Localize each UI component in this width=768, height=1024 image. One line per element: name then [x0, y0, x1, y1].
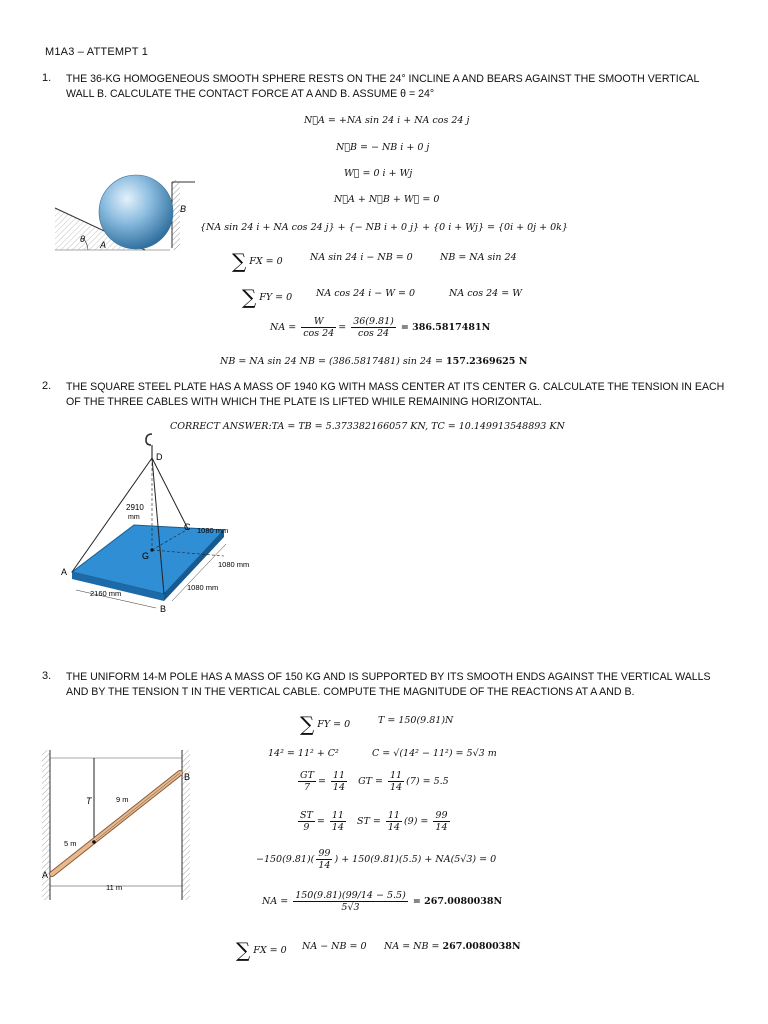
- q1-label-a: A: [100, 240, 107, 250]
- q3-eq-gt: $\frac{GT}{7}$ = $\frac{11}{14}$ GT = $\frac{11}{14}$ (7) = 5.5: [300, 770, 449, 793]
- q3-label-b: B: [184, 772, 191, 782]
- q1-eq-nb-solution: NB = NA sin 24 NB = (386.5817481) sin 24 = 157.2369625 N: [220, 356, 528, 367]
- q1-eq-na-vector: N⃗A = +NA sin 24 i + NA cos 24 j: [304, 115, 470, 126]
- q1-eq-na-relation: NA cos 24 = W: [449, 288, 522, 299]
- q3-label-11m: 11 m: [106, 883, 123, 892]
- q2-label-b: B: [160, 604, 167, 614]
- q3-eq-moment: −150(9.81)( $\frac{99}{14}$ ) + 150(9.81)(5.5) + NA(5√3) = 0: [256, 848, 497, 871]
- q1-eq-nb-vector: N⃗B = − NB i + 0 j: [336, 142, 430, 153]
- question-2-number: 2.: [42, 380, 52, 392]
- q2-plate-figure: [56, 426, 276, 622]
- q3-pole-figure: [36, 744, 196, 904]
- q1-label-b: B: [180, 204, 187, 214]
- q1-label-theta: θ: [80, 234, 85, 244]
- sphere-shape: [99, 175, 173, 249]
- question-3-text: THE UNIFORM 14-M POLE HAS A MASS OF 150 KG AND IS SUPPORTED BY ITS SMOOTH ENDS AGAINST THE VERTICAL WALLS AND BY THE TENSION T IN THE VERTICAL CABLE. COMPUTE THE MAGNITUDE OF THE REACTIONS AT A AND B.: [66, 671, 711, 698]
- q2-label-c: C: [184, 522, 191, 532]
- q2-correct-answer: CORRECT ANSWER:TA = TB = 5.373382166057 KN, TC = 10.149913548893 KN: [170, 421, 565, 432]
- q3-na-result: = 267.0080038N: [412, 896, 503, 907]
- q1-eq-nb-relation: NB = NA sin 24: [440, 252, 517, 263]
- q3-label-9m: 9 m: [116, 795, 129, 804]
- q1-eq-na-solution: NA = $\frac{W}{\cos 24}$ = $\frac{36(9.81)}{\cos 24}$ = 386.5817481N: [270, 316, 491, 339]
- q1-na-result: = 386.5817481N: [400, 322, 491, 333]
- q1-sphere-figure: [50, 170, 200, 260]
- document-title: M1A3 – ATTEMPT 1: [45, 46, 149, 58]
- q3-label-t: T: [86, 796, 92, 806]
- hook-icon: [146, 434, 152, 445]
- q3-label-a: A: [42, 870, 49, 880]
- q1-nb-result: 157.2369625 N: [445, 356, 528, 367]
- question-1-text: THE 36-KG HOMOGENEOUS SMOOTH SPHERE RESTS ON THE 24° INCLINE A AND BEARS AGAINST THE SMOOTH VERTICAL WALL B. CALCULATE THE CONTACT FORCE AT A AND B. ASSUME θ = 24°: [66, 73, 699, 100]
- q3-eq-c-value: C = √(14² − 11²) = 5√3 m: [372, 748, 497, 759]
- question-3-number: 3.: [42, 670, 52, 682]
- q3-final-result: 267.0080038N: [442, 941, 521, 952]
- q3-eq-sum-fy: ∑ FY = 0: [300, 712, 351, 736]
- q1-eq-sum-vectors: N⃗A + N⃗B + W⃗ = 0: [334, 194, 440, 205]
- q2-label-left-dim: 2160 mm: [90, 589, 122, 598]
- q3-eq-fx-balance: NA − NB = 0: [302, 941, 367, 952]
- q3-eq-tension: T = 150(9.81)N: [378, 715, 454, 726]
- q2-label-c-dim: 1080 mm: [197, 526, 229, 535]
- q3-eq-na-solution: NA = $\frac{150(9.81)(99/14 - 5.5)}{5√3}$ = 267.0080038N: [262, 890, 503, 913]
- q1-eq-fy-balance: NA cos 24 i − W = 0: [316, 288, 416, 299]
- q3-eq-st: $\frac{ST}{9}$ = $\frac{11}{14}$ ST = $\frac{11}{14}$ (9) = $\frac{99}{14}$: [300, 810, 448, 833]
- q3-label-5m: 5 m: [64, 839, 77, 848]
- q1-eq-sum-fy: ∑ FY = 0: [242, 285, 293, 309]
- q1-eq-w-vector: W⃗ = 0 i + Wj: [344, 168, 413, 179]
- q2-label-a: A: [61, 567, 68, 577]
- question-2-text: THE SQUARE STEEL PLATE HAS A MASS OF 1940 KG WITH MASS CENTER AT ITS CENTER G. CALCULATE THE TENSION IN EACH OF THE THREE CABLES WITH WHICH THE PLATE IS LIFTED WHILE REMAINING HORIZONTAL.: [66, 381, 725, 408]
- q2-label-right-dim: 1080 mm: [218, 560, 250, 569]
- q2-label-d: D: [156, 452, 163, 462]
- q2-label-height: 2910: [126, 503, 144, 512]
- q1-eq-sum-fx: ∑ FX = 0: [232, 249, 283, 273]
- q1-eq-components: {NA sin 24 i + NA cos 24 j} + {− NB i + 0 j} + {0 i + Wj} = {0i + 0j + 0k}: [200, 222, 568, 233]
- q3-eq-sum-fx: ∑ FX = 0: [236, 938, 287, 962]
- question-1-number: 1.: [42, 72, 52, 84]
- q3-eq-pythagoras: 14² = 11² + C²: [268, 748, 339, 759]
- q2-label-g: G: [142, 551, 150, 561]
- q3-eq-na-nb: NA = NB = 267.0080038N: [384, 941, 521, 952]
- q2-label-height-unit: mm: [128, 514, 140, 521]
- q1-eq-fx-balance: NA sin 24 i − NB = 0: [310, 252, 413, 263]
- q2-label-front-dim: 1080 mm: [187, 583, 219, 592]
